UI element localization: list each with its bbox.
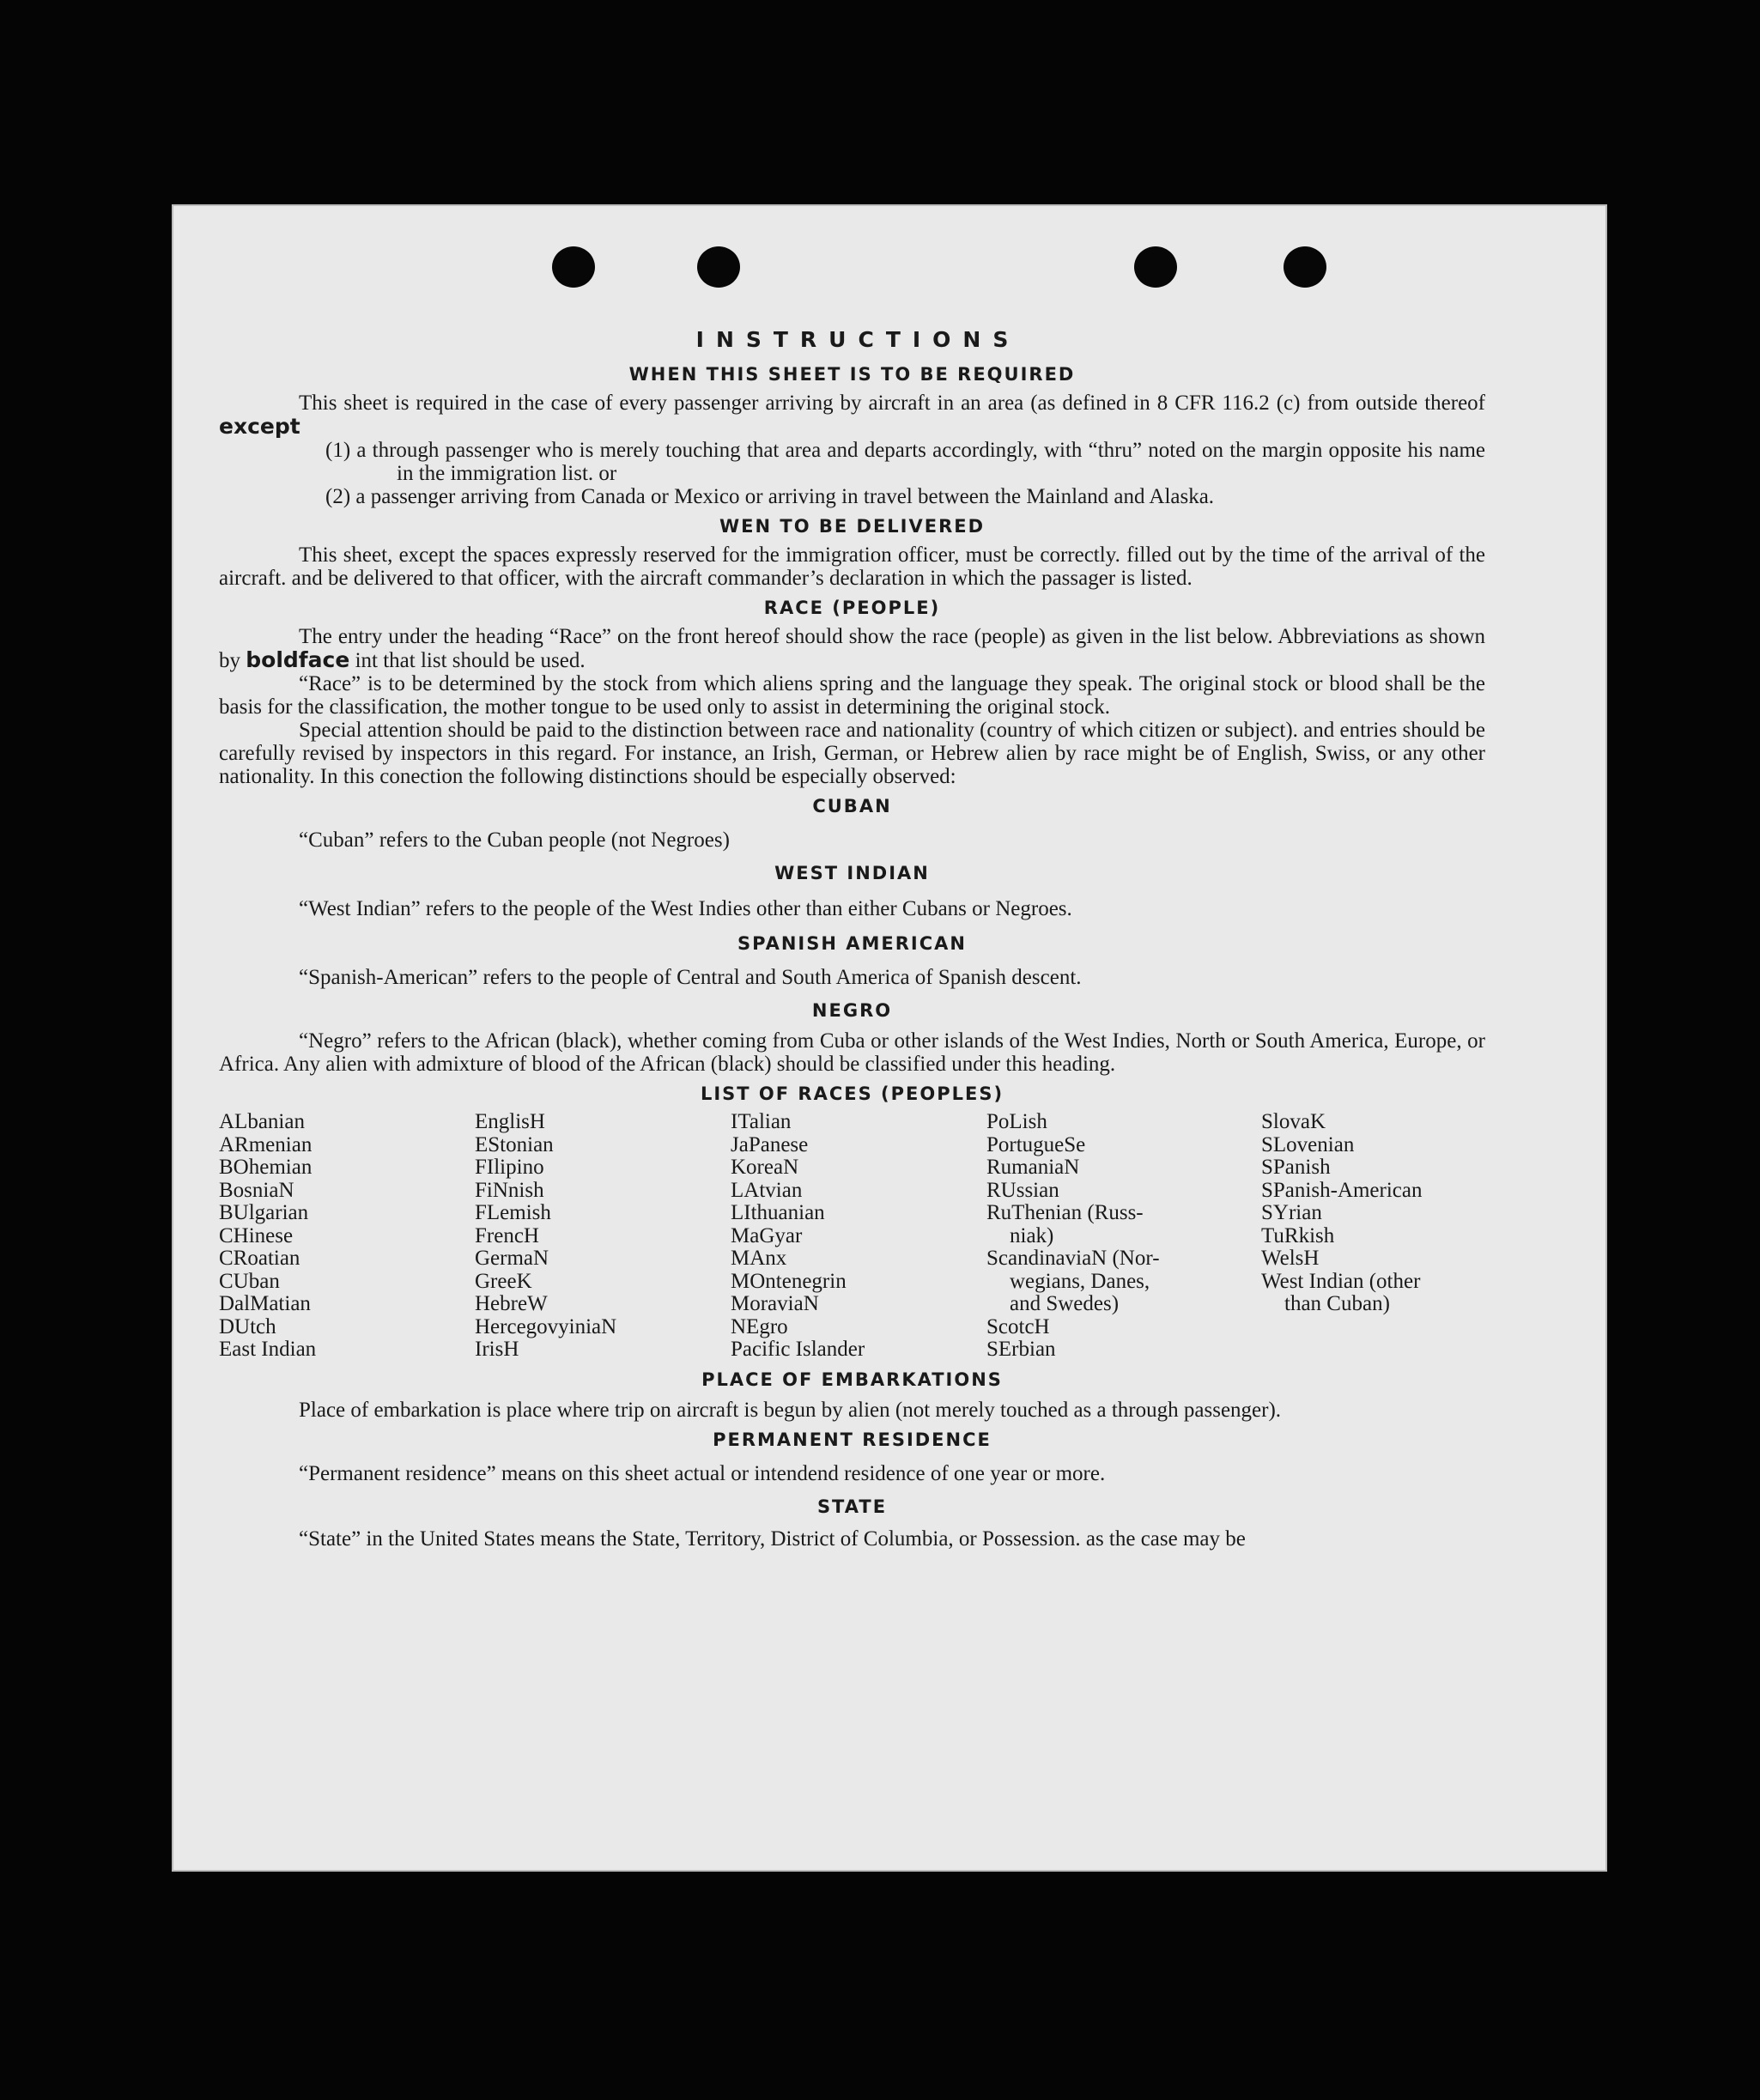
race-item: BOhemian [219,1156,313,1179]
race-item: SLovenian [1261,1132,1355,1156]
race-item: FIlipino [475,1156,544,1179]
race-item: JaPanese [731,1132,809,1156]
race-item: and Swedes) [1010,1292,1120,1315]
race-item: HebreW [475,1292,548,1315]
race-item: PoLish [986,1110,1047,1133]
race-item: MaGyar [731,1223,803,1247]
race-item: SErbian [986,1338,1056,1361]
race-paragraph-3: Special attention should be paid to the distinction between race and nationality (country of which citizen or subject). and entries should be carefully revised by inspectors in this regard. For instance, an Irish, German, or Hebrew alien by race might be of English, Swiss, or any other nationality. In this conection the following distinctions should be especially observed: [219,719,1485,788]
race-item: East Indian [219,1338,317,1361]
race-item: MoraviaN [731,1292,819,1315]
state-text: “State” in the United States means the State, Territory, District of Columbia, or Possession. as the case may be [299,1526,1246,1551]
race-item: TuRkish [1261,1223,1335,1247]
race-item: ALbanian [219,1110,305,1133]
races-list [219,1111,1485,1362]
race-item: HercegovyiniaN [475,1314,617,1338]
negro-text: “Negro” refers to the African (black), whether coming from Cuba or other islands of the West Indies, North or South America, Europe, or Africa. Any alien with admixture of blood of the African (black) should be classified under this heading. [219,1029,1485,1076]
races-column-4 [986,1111,1261,1362]
race-item: SPanish-American [1261,1178,1423,1202]
race-item: ARmenian [219,1132,313,1156]
except-word: except [219,414,300,439]
page-title: INSTRUCTIONS [695,327,1021,352]
race-item: EnglisH [475,1110,545,1133]
races-column-2 [475,1111,731,1362]
race-item: Pacific Islander [731,1338,865,1361]
races-column-5 [1261,1111,1485,1362]
race-paragraph-1: The entry under the heading “Race” on the front hereof should show the race (people) as given in the list below. Abbreviations as shown by boldface int that list should be used. [219,625,1485,672]
punch-hole [1284,246,1326,288]
when-delivered-text: This sheet, except the spaces expressly reserved for the immigration officer, must be correctly. filled out by the time of the arrival of the aircraft. and be delivered to that officer, with the aircraft commander’s declaration in which the passager is listed. [219,543,1485,590]
race-item: niak) [1010,1223,1054,1247]
race-item: wegians, Danes, [1010,1269,1150,1293]
west-indian-text: “West Indian” refers to the people of the West Indies other than either Cubans or Negroes. [299,897,1072,920]
race-item: DalMatian [219,1292,311,1315]
race-item: FiNnish [475,1178,544,1202]
cuban-text: “Cuban” refers to the Cuban people (not Negroes) [299,828,730,852]
heading-permanent-residence: PERMANENT RESIDENCE [713,1429,992,1450]
permanent-residence-text: “Permanent residence” means on this sheet actual or intendend residence of one year or more. [299,1461,1106,1485]
race-item: SlovaK [1261,1110,1326,1133]
race-item: RUssian [986,1178,1059,1202]
punch-hole [697,246,740,288]
heading-west-indian: WEST INDIAN [774,863,930,883]
heading-state: STATE [816,1496,888,1517]
race-item: ITalian [731,1110,792,1133]
when-required-item-2: (2) a passenger arriving from Canada or Mexico or arriving in travel between the Mainland and Alaska. [325,485,1215,508]
heading-race: RACE (PEOPLE) [763,598,941,618]
race-item: MAnx [731,1247,787,1270]
race-paragraph-2: “Race” is to be determined by the stock from which aliens spring and the language they speak. The original stock or blood shall be the basis for the classification, the mother tongue to be used only to assist in determining the original stock. [219,672,1485,719]
race-item: GermaN [475,1247,549,1270]
race-item: CRoatian [219,1247,300,1270]
race-item: BUlgarian [219,1201,309,1224]
heading-when-delivered: WEN TO BE DELIVERED [719,516,986,537]
race-item: EStonian [475,1132,554,1156]
spanish-american-text: “Spanish-American” refers to the people of Central and South America of Spanish descent. [299,966,1082,989]
race-item: RuThenian (Russ- [986,1201,1144,1224]
race-item: BosniaN [219,1178,294,1202]
heading-embarkation: PLACE OF EMBARKATIONS [701,1369,1003,1390]
race-item: GreeK [475,1269,532,1293]
race-item: West Indian (other [1261,1269,1421,1293]
race-item: ScandinaviaN (Nor- [986,1247,1160,1270]
race-item: than Cuban) [1284,1292,1390,1315]
race-item: DUtch [219,1314,276,1338]
heading-negro: NEGRO [811,1000,893,1021]
races-column-1 [219,1111,475,1362]
boldface-word: boldface [246,647,350,672]
punch-hole [552,246,595,288]
heading-spanish-american: SPANISH AMERICAN [737,933,967,954]
race-item: FrencH [475,1223,539,1247]
race-item: NEgro [731,1314,788,1338]
when-required-intro: This sheet is required in the case of every passenger arriving by aircraft in an area (as defined in 8 CFR 116.2 (c) from outside thereof except [219,391,1485,439]
when-required-item-1: (1) a through passenger who is merely touching that area and departs accordingly, with “thru” noted on the margin opposite his name in the immigration list. or [325,439,1485,485]
punch-hole [1134,246,1177,288]
race-item: ScotcH [986,1314,1050,1338]
race-item: LAtvian [731,1178,803,1202]
race-item: FLemish [475,1201,551,1224]
race-item: PortugueSe [986,1132,1086,1156]
heading-when-required: WHEN THIS SHEET IS TO BE REQUIRED [628,364,1076,385]
heading-cuban: CUBAN [812,796,892,816]
race-item: RumaniaN [986,1156,1080,1179]
race-item: WelsH [1261,1247,1320,1270]
race-item: IrisH [475,1338,519,1361]
instructions-content [219,328,1485,1551]
race-item: LIthuanian [731,1201,825,1224]
race-item: SYrian [1261,1201,1322,1224]
race-item: SPanish [1261,1156,1331,1179]
embarkation-text: Place of embarkation is place where trip on aircraft is begun by alien (not merely touched as a through passenger). [299,1398,1282,1422]
race-item: KoreaN [731,1156,799,1179]
heading-list-of-races: LIST OF RACES (PEOPLES) [700,1083,1004,1104]
races-column-3 [731,1111,986,1362]
race-item: CUban [219,1269,280,1293]
race-item: MOntenegrin [731,1269,847,1293]
race-item: CHinese [219,1223,294,1247]
